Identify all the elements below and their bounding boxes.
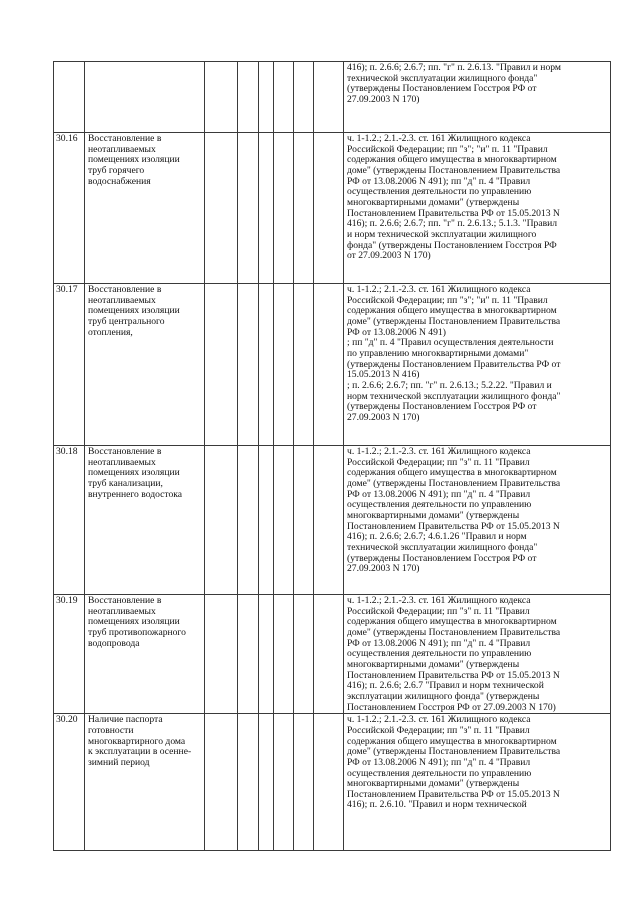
legal-basis-line: технической эксплуатации жилищного фонда" [347, 72, 538, 84]
answer-cell-5 [294, 595, 314, 714]
legal-basis-line: Постановлением Правительства РФ от 15.05.2013 N [347, 207, 560, 219]
legal-basis-line: Постановлением Правительства РФ от 15.05.2013 N [347, 788, 560, 800]
legal-basis-line: 27.09.2003 N 170) [347, 93, 420, 105]
requirement-cell [85, 446, 205, 595]
answer-cell-na [259, 714, 274, 851]
table-row [54, 446, 611, 595]
requirement-line: многоквартирного дома [88, 735, 186, 747]
answer-cell-5 [294, 62, 314, 133]
legal-basis-line: Российской Федерации; пп "з"; "и" п. 11 "Правил [347, 294, 548, 306]
answer-cell-6 [314, 284, 344, 446]
legal-basis-line: многоквартирными домами" (утверждены [347, 658, 520, 670]
legal-basis-line: по управлению многоквартирными домами" [347, 347, 529, 359]
table-row [54, 714, 611, 851]
requirement-line: к эксплуатации в осенне- [88, 746, 192, 758]
answer-cell-na [259, 284, 274, 446]
table-row [54, 284, 611, 446]
answer-cell-4 [274, 133, 294, 284]
legal-basis-line: РФ от 13.08.2006 N 491); пп "д" п. 4 "Правил [347, 637, 531, 649]
answer-cell-no [238, 133, 259, 284]
requirement-line: помещениях изоляции [88, 467, 180, 479]
answer-cell-yes [205, 595, 238, 714]
requirement-line: труб центрального [88, 315, 165, 327]
requirement-line: помещениях изоляции [88, 305, 180, 317]
legal-basis-line: 27.09.2003 N 170) [347, 411, 420, 423]
legal-basis-line: (утверждены Постановлением Госстроя РФ от [347, 401, 537, 413]
requirement-line: Восстановление в [88, 284, 162, 295]
answer-cell-na [259, 62, 274, 133]
answer-cell-6 [314, 595, 344, 714]
row-number: 30.19 [54, 595, 85, 714]
answer-cell-yes [205, 714, 238, 851]
legal-basis-line: доме" (утверждены Постановлением Правительства [347, 164, 561, 176]
legal-basis-line: доме" (утверждены Постановлением Правительства [347, 626, 561, 638]
legal-basis-line: доме" (утверждены Постановлением Правительства [347, 746, 561, 758]
legal-basis-line: (утверждены Постановлением Правительства РФ от [347, 358, 561, 370]
row-number: 30.20 [54, 714, 85, 851]
answer-cell-4 [274, 714, 294, 851]
requirement-line: помещениях изоляции [88, 154, 180, 166]
legal-basis-line: ч. 1-1.2.; 2.1.-2.3. ст. 161 Жилищного кодекса [347, 714, 531, 726]
legal-basis-line: эксплуатации жилищного фонда" (утверждены [347, 690, 540, 702]
requirement-line: отопления, [88, 326, 133, 338]
legal-basis-line: Российской Федерации; пп "з" п. 11 "Правил [347, 605, 530, 617]
requirement-line: водопровода [88, 637, 140, 649]
legal-basis-line: Постановлением Правительства РФ от 15.05.2013 N [347, 669, 560, 681]
legal-basis-line: осуществления деятельности по управлению [347, 648, 532, 660]
legal-basis-line: осуществления деятельности по управлению [347, 499, 532, 511]
answer-cell-5 [294, 284, 314, 446]
legal-basis-cell [344, 446, 611, 595]
requirement-line: неотапливаемых [88, 605, 156, 617]
answer-cell-5 [294, 133, 314, 284]
requirement-cell [85, 595, 205, 714]
answer-cell-na [259, 446, 274, 595]
checklist-table-body [54, 62, 611, 851]
answer-cell-no [238, 446, 259, 595]
legal-basis-line: многоквартирными домами" (утверждены [347, 196, 520, 208]
requirement-line: труб противопожарного [88, 626, 186, 638]
legal-basis-line: Российской Федерации; пп "з" п. 11 "Правил [347, 724, 530, 736]
answer-cell-no [238, 595, 259, 714]
legal-basis-line: от 27.09.2003 N 170) [347, 250, 431, 262]
legal-basis-line: 416); п. 2.6.6; 2.6.7; 4.6.1.26 "Правил и норм [347, 531, 527, 543]
answer-cell-yes [205, 284, 238, 446]
row-number: 30.16 [54, 133, 85, 284]
legal-basis-line: ч. 1-1.2.; 2.1.-2.3. ст. 161 Жилищного кодекса [347, 446, 531, 457]
requirement-line: неотапливаемых [88, 294, 156, 306]
legal-basis-line: содержания общего имущества в многоквартирном [347, 467, 557, 479]
row-number: 30.18 [54, 446, 85, 595]
legal-basis-cell [344, 595, 611, 714]
requirement-line: Наличие паспорта [88, 714, 163, 726]
answer-cell-na [259, 595, 274, 714]
answer-cell-6 [314, 714, 344, 851]
legal-basis-line: 15.05.2013 N 416) [347, 369, 420, 381]
row-number [54, 62, 85, 133]
legal-basis-line: ч. 1-1.2.; 2.1.-2.3. ст. 161 Жилищного кодекса [347, 595, 531, 606]
answer-cell-yes [205, 62, 238, 133]
legal-basis-line: 416); п. 2.6.6; 2.6.7 "Правил и норм технической [347, 680, 544, 692]
legal-basis-line: РФ от 13.08.2006 N 491); пп "д" п. 4 "Правил [347, 175, 531, 187]
requirement-line: помещениях изоляции [88, 616, 180, 628]
legal-basis-line: РФ от 13.08.2006 N 491); пп "д" п. 4 "Правил [347, 756, 531, 768]
legal-basis-line: технической эксплуатации жилищного фонда" [347, 541, 538, 553]
requirement-line: труб канализации, [88, 477, 163, 489]
answer-cell-4 [274, 446, 294, 595]
legal-basis-line: норм технической эксплуатации жилищного фонда" [347, 390, 561, 402]
legal-basis-line: РФ от 13.08.2006 N 491); пп "д" п. 4 "Правил [347, 488, 531, 500]
legal-basis-line: содержания общего имущества в многоквартирном [347, 154, 557, 166]
requirement-line: зимний период [88, 756, 150, 768]
answer-cell-no [238, 284, 259, 446]
checklist-table [53, 61, 611, 851]
legal-basis-cell [344, 62, 611, 133]
answer-cell-na [259, 133, 274, 284]
legal-basis-line: (утверждены Постановлением Госстроя РФ от [347, 552, 537, 564]
requirement-line: готовности [88, 724, 134, 736]
answer-cell-6 [314, 133, 344, 284]
requirement-line: труб горячего [88, 164, 145, 176]
legal-basis-line: Российской Федерации; пп "з"; "и" п. 11 "Правил [347, 143, 548, 155]
answer-cell-yes [205, 133, 238, 284]
legal-basis-line: доме" (утверждены Постановлением Правительства [347, 477, 561, 489]
answer-cell-yes [205, 446, 238, 595]
legal-basis-line: 27.09.2003 N 170) [347, 563, 420, 575]
legal-basis-line: ; п. 2.6.6; 2.6.7; пп. "г" п. 2.6.13.; 5.2.22. "Правил и [347, 379, 552, 391]
answer-cell-no [238, 714, 259, 851]
legal-basis-line: ; пп "д" п. 4 "Правил осуществления деятельности [347, 337, 554, 349]
requirement-line: неотапливаемых [88, 143, 156, 155]
legal-basis-line: РФ от 13.08.2006 N 491) [347, 326, 446, 338]
requirement-line: Восстановление в [88, 595, 162, 606]
legal-basis-line: ч. 1-1.2.; 2.1.-2.3. ст. 161 Жилищного кодекса [347, 284, 531, 295]
legal-basis-line: 416); п. 2.6.6; 2.6.7; пп. "г" п. 2.6.13. "Правил и норм [347, 62, 561, 73]
legal-basis-line: 416); п. 2.6.6; 2.6.7; пп. "г" п. 2.6.13.; 5.1.3. "Правил [347, 218, 558, 230]
legal-basis-line: Постановлением Правительства РФ от 15.05.2013 N [347, 520, 560, 532]
requirement-cell [85, 133, 205, 284]
legal-basis-line: и норм технической эксплуатации жилищного [347, 228, 537, 240]
answer-cell-5 [294, 714, 314, 851]
legal-basis-line: доме" (утверждены Постановлением Правительства [347, 315, 561, 327]
answer-cell-no [238, 62, 259, 133]
legal-basis-line: 416); п. 2.6.10. "Правил и норм технической [347, 799, 527, 811]
legal-basis-line: многоквартирными домами" (утверждены [347, 778, 520, 790]
legal-basis-line: содержания общего имущества в многоквартирном [347, 305, 557, 317]
requirement-cell [85, 62, 205, 133]
legal-basis-line: (утверждены Постановлением Госстроя РФ от [347, 83, 537, 95]
legal-basis-line: содержания общего имущества в многоквартирном [347, 616, 557, 628]
legal-basis-line: Постановлением Госстроя РФ от 27.09.2003 N 170) [347, 701, 556, 713]
table-row [54, 133, 611, 284]
answer-cell-4 [274, 62, 294, 133]
requirement-line: Восстановление в [88, 446, 162, 457]
requirement-line: неотапливаемых [88, 456, 156, 468]
requirement-cell [85, 284, 205, 446]
requirement-line: Восстановление в [88, 133, 162, 144]
table-row [54, 595, 611, 714]
legal-basis-line: ч. 1-1.2.; 2.1.-2.3. ст. 161 Жилищного кодекса [347, 133, 531, 144]
legal-basis-line: многоквартирными домами" (утверждены [347, 509, 520, 521]
answer-cell-6 [314, 62, 344, 133]
answer-cell-4 [274, 595, 294, 714]
answer-cell-6 [314, 446, 344, 595]
legal-basis-cell [344, 714, 611, 851]
requirement-line: водоснабжения [88, 175, 151, 187]
requirement-cell [85, 714, 205, 851]
answer-cell-5 [294, 446, 314, 595]
row-number: 30.17 [54, 284, 85, 446]
legal-basis-line: Российской Федерации; пп "з" п. 11 "Правил [347, 456, 530, 468]
legal-basis-line: содержания общего имущества в многоквартирном [347, 735, 557, 747]
legal-basis-cell [344, 133, 611, 284]
legal-basis-line: фонда" (утверждены Постановлением Госстроя РФ [347, 239, 557, 251]
legal-basis-line: осуществления деятельности по управлению [347, 186, 532, 198]
legal-basis-cell [344, 284, 611, 446]
table-row [54, 62, 611, 133]
legal-basis-line: осуществления деятельности по управлению [347, 767, 532, 779]
answer-cell-4 [274, 284, 294, 446]
requirement-line: внутреннего водостока [88, 488, 183, 500]
